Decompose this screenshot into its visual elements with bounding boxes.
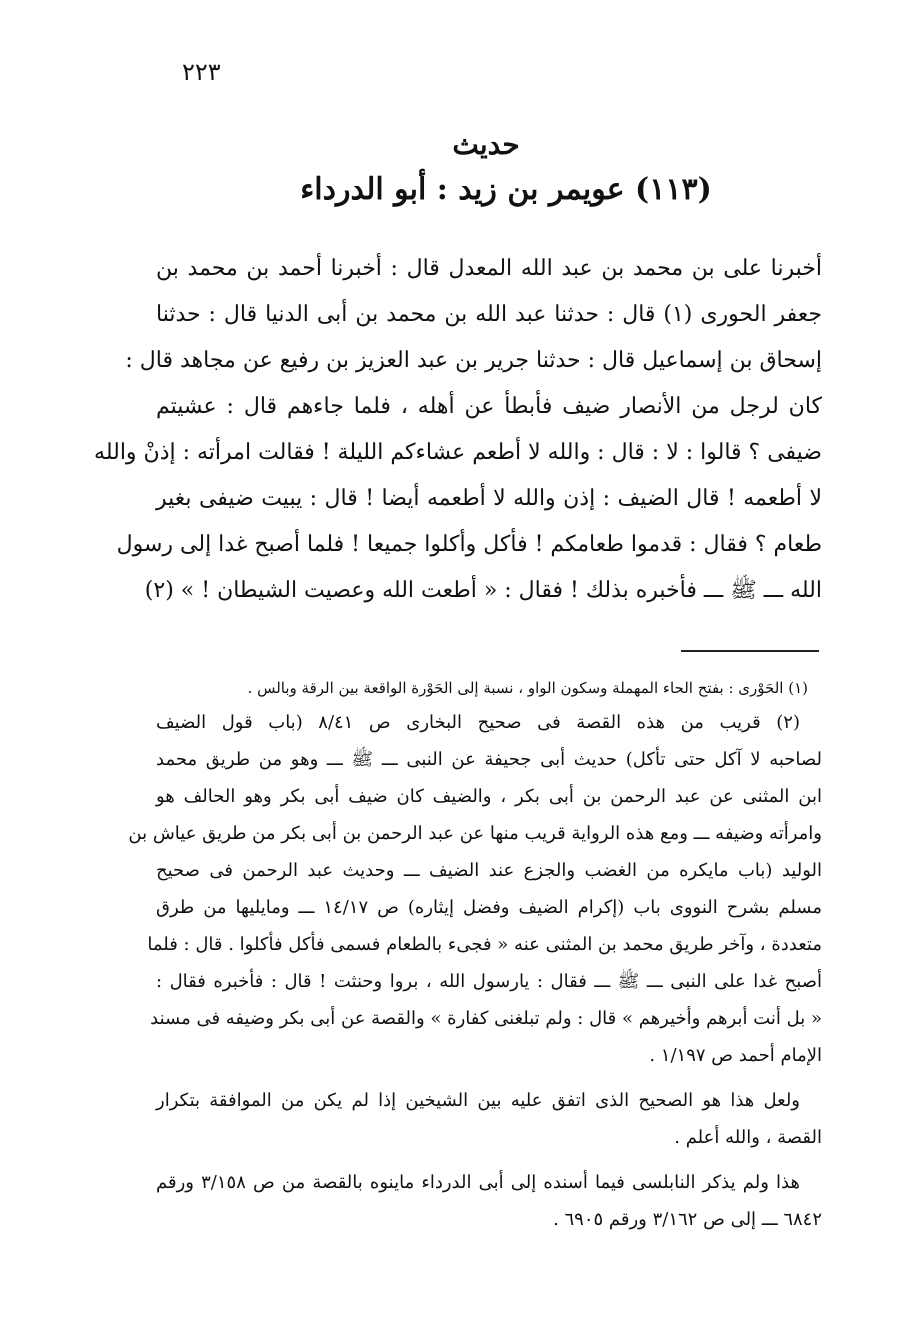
editor-note [156, 1082, 822, 1156]
footnote-line: الوليد (باب مايكره من الغضب والجزع عند الضيف ـــ وحديث عبد الرحمن فى صحيح [156, 860, 822, 881]
note-line: هذا ولم يذكر النابلسى فيما أسنده إلى أبى الدرداء ماينوه بالقصة من ص ٣/١٥٨ ورقم [156, 1172, 800, 1193]
footnote-line: مسلم بشرح النووى باب (إكرام الضيف وفضل إيثاره) ص ١٤/١٧ ـــ ومايليها من طرق [156, 897, 823, 918]
footnote-line: (٢) قريب من هذه القصة فى صحيح البخارى ص ٨/٤١ (باب قول الضيف [156, 712, 800, 733]
footnote-line: الإمام أحمد ص ١/١٩٧ . [649, 1045, 822, 1066]
footnote-separator [681, 650, 819, 652]
body-line: ضيفى ؟ قالوا : لا : قال : والله لا أطعم عشاءكم الليلة ! فقالت امرأته : إذنْ والله [94, 440, 822, 465]
note-line: ٦٨٤٢ ـــ إلى ص ٣/١٦٢ ورقم ٦٩٠٥ . [553, 1209, 822, 1230]
section-heading: حديث [452, 128, 520, 161]
body-line: لا أطعمه ! قال الضيف : إذن والله لا أطعمه أيضا ! قال : يبيت ضيفى بغير [156, 486, 822, 511]
body-line: أخبرنا على بن محمد بن عبد الله المعدل قال : أخبرنا أحمد بن محمد بن [156, 256, 822, 281]
footnote-line: وامرأته وضيفه ـــ ومع هذه الرواية قريب منها عن عبد الرحمن بن أبى بكر من طريق عياش بن [128, 823, 822, 844]
footnotes [128, 672, 823, 1238]
footnote-line: ابن المثنى عن عبد الرحمن بن أبى بكر ، والضيف كان ضيف أبى بكر وهو الحالف هو [156, 786, 822, 807]
footnote-1: (١) الحَوْرى : بفتح الحاء المهملة وسكون الواو ، نسبة إلى الحَوْرة الواقعة بين الرقة وبالس . [247, 679, 808, 697]
body-line: كان لرجل من الأنصار ضيف فأبطأ عن أهله ، فلما جاءهم قال : عشيتم [156, 394, 822, 419]
body-line: إسحاق بن إسماعيل قال : حدثنا جرير بن عبد العزيز بن رفيع عن مجاهد قال : [125, 348, 822, 373]
footnote-line: لصاحبه لا آكل حتى تأكل) حديث أبى جحيفة عن النبى ـــ ﷺ ـــ وهو من طريق محمد [156, 749, 822, 770]
hadith-text [94, 246, 822, 614]
hadith-title: (١١٣) عويمر بن زيد : أبو الدرداء [300, 172, 712, 207]
note-line: ولعل هذا هو الصحيح الذى اتفق عليه بين الشيخين إذا لم يكن من الموافقة بتكرار [156, 1090, 800, 1111]
note-line: القصة ، والله أعلم . [674, 1127, 822, 1148]
footnote-line: متعددة ، وآخر طريق محمد بن المثنى عنه « فجىء بالطعام فسمى فأكل فأكلوا . قال : فلما [147, 934, 822, 955]
body-line: طعام ؟ فقال : قدموا طعامكم ! فأكل وأكلوا جميعا ! فلما أصبح غدا إلى رسول [116, 532, 822, 557]
footnote-line: « بل أنت أبرهم وأخيرهم » قال : ولم تبلغنى كفارة » والقصة عن أبى بكر وضيفه فى مسند [150, 1008, 822, 1029]
footnote-line: أصبح غدا على النبى ـــ ﷺ ـــ فقال : يارسول الله ، بروا وحنثت ! قال : فأخبره فقال : [156, 971, 822, 992]
footnote-2 [128, 704, 823, 1074]
body-line: جعفر الحورى (١) قال : حدثنا عبد الله بن محمد بن أبى الدنيا قال : حدثنا [156, 302, 822, 327]
editor-note-2 [156, 1164, 822, 1238]
body-line: الله ـــ ﷺ ـــ فأخبره بذلك ! فقال : « أطعت الله وعصيت الشيطان ! » (٢) [144, 578, 822, 603]
page-number: ٢٢٣ [182, 58, 221, 86]
